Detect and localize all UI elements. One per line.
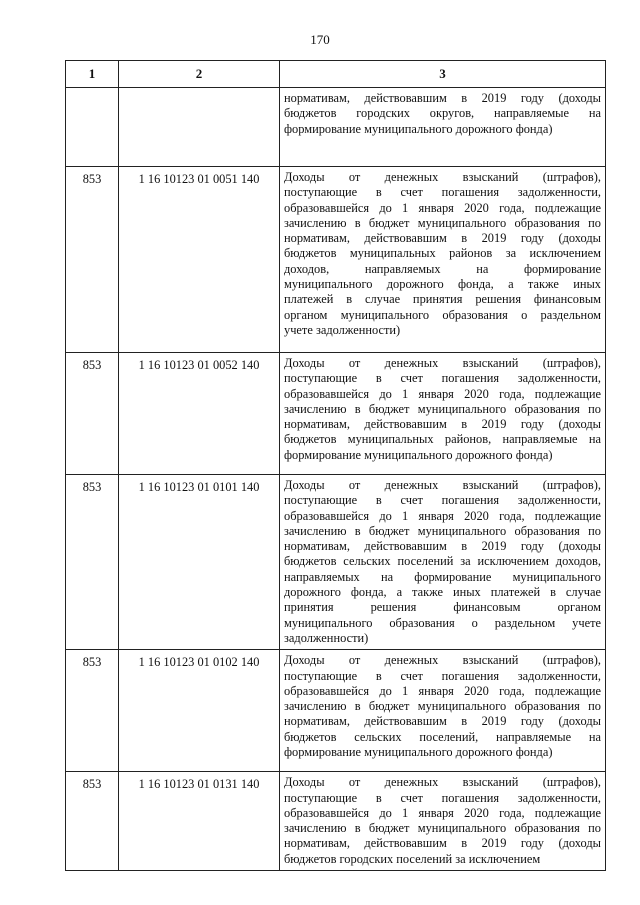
description-line: образовавшейся до 1 января 2020 года, подлежащие: [284, 508, 601, 523]
description-line: бюджетов муниципальных районов, направляемые на: [284, 432, 601, 447]
description-cell: [280, 650, 606, 772]
description-line: платежей в случае принятия решения финансовым: [284, 292, 601, 307]
revenue-code-cell: 1 16 10123 01 0102 140: [119, 650, 280, 772]
description-line: нормативам, действовавшим в 2019 году (доходы: [284, 91, 601, 105]
description-cell: [280, 88, 606, 167]
description-line: нормативам, действовавшим в 2019 году (доходы: [284, 417, 601, 432]
description-line: зачислению в бюджет муниципального образования по: [284, 699, 601, 714]
description-line: учете задолженности): [284, 322, 401, 337]
description-line: поступающие в счет погашения задолженности,: [284, 371, 601, 386]
revenue-code-cell: [119, 88, 280, 167]
description-line: бюджетов муниципальных районов за исключением: [284, 246, 601, 261]
description-line: образовавшейся до 1 января 2020 года, подлежащие: [284, 805, 601, 820]
description-line: формирование муниципального дорожного фонда): [284, 447, 553, 462]
description-line: дорожного фонда, а также иных платежей в случае: [284, 585, 601, 600]
description-line: бюджетов городских округов, направляемые на: [284, 106, 601, 121]
description-line: органом муниципального образования о раздельном: [284, 307, 601, 322]
admin-code-cell: [66, 88, 119, 167]
revenue-code-cell: 1 16 10123 01 0131 140: [119, 772, 280, 871]
description-line: муниципального образования о раздельном учете: [284, 615, 601, 630]
description-line: задолженности): [284, 630, 369, 645]
description-cell: [280, 353, 606, 475]
description-line: нормативам, действовавшим в 2019 году (доходы: [284, 836, 601, 851]
description-line: зачислению в бюджет муниципального образования по: [284, 821, 601, 836]
description-line: Доходы от денежных взысканий (штрафов),: [284, 653, 601, 668]
description-line: формирование муниципального дорожного фонда): [284, 121, 553, 136]
description-cell: [280, 475, 606, 650]
revenue-code-cell: 1 16 10123 01 0051 140: [119, 167, 280, 353]
table-row: [66, 650, 606, 772]
table-row: [66, 353, 606, 475]
description-cell: [280, 772, 606, 871]
description-line: бюджетов сельских поселений за исключением доходов,: [284, 554, 601, 569]
description-line: Доходы от денежных взысканий (штрафов),: [284, 356, 601, 370]
description-line: нормативам, действовавшим в 2019 году (доходы: [284, 714, 601, 729]
description-line: направляемых на формирование муниципального: [284, 569, 601, 584]
description-line: формирование муниципального дорожного фонда): [284, 745, 553, 760]
description-cell: [280, 167, 606, 353]
description-line: муниципального дорожного фонда, а также иных: [284, 277, 601, 292]
admin-code-cell: 853: [66, 772, 119, 871]
description-line: доходов, направляемых на формирование: [284, 261, 601, 276]
description-line: принятия решения финансовым органом: [284, 600, 601, 615]
description-line: бюджетов сельских поселений, направляемые на: [284, 729, 601, 744]
description-line: поступающие в счет погашения задолженности,: [284, 668, 601, 683]
admin-code-cell: 853: [66, 353, 119, 475]
admin-code-cell: 853: [66, 650, 119, 772]
description-line: нормативам, действовавшим в 2019 году (доходы: [284, 231, 601, 246]
description-line: поступающие в счет погашения задолженности,: [284, 185, 601, 200]
description-line: образовавшейся до 1 января 2020 года, подлежащие: [284, 683, 601, 698]
description-line: поступающие в счет погашения задолженности,: [284, 790, 601, 805]
revenue-codes-table: [65, 60, 606, 871]
header-row: [66, 61, 606, 88]
description-line: зачислению в бюджет муниципального образования по: [284, 401, 601, 416]
description-line: Доходы от денежных взысканий (штрафов),: [284, 170, 601, 184]
description-line: образовавшейся до 1 января 2020 года, подлежащие: [284, 386, 601, 401]
table-row: [66, 167, 606, 353]
table-row: [66, 475, 606, 650]
page-number: 170: [310, 32, 330, 47]
column-header-1: 1: [66, 61, 119, 88]
table-row: [66, 772, 606, 871]
admin-code-cell: 853: [66, 167, 119, 353]
description-line: поступающие в счет погашения задолженности,: [284, 493, 601, 508]
table-header: [66, 61, 606, 88]
description-line: зачислению в бюджет муниципального образования по: [284, 215, 601, 230]
description-line: зачислению в бюджет муниципального образования по: [284, 523, 601, 538]
revenue-code-cell: 1 16 10123 01 0101 140: [119, 475, 280, 650]
column-header-3: 3: [280, 61, 606, 88]
admin-code-cell: 853: [66, 475, 119, 650]
revenue-code-cell: 1 16 10123 01 0052 140: [119, 353, 280, 475]
description-line: образовавшейся до 1 января 2020 года, подлежащие: [284, 200, 601, 215]
column-header-2: 2: [119, 61, 280, 88]
table-row-continuation: [66, 88, 606, 167]
description-line: Доходы от денежных взысканий (штрафов),: [284, 478, 601, 492]
description-line: бюджетов городских поселений за исключением: [284, 851, 541, 866]
description-line: Доходы от денежных взысканий (штрафов),: [284, 775, 601, 790]
description-line: нормативам, действовавшим в 2019 году (доходы: [284, 539, 601, 554]
